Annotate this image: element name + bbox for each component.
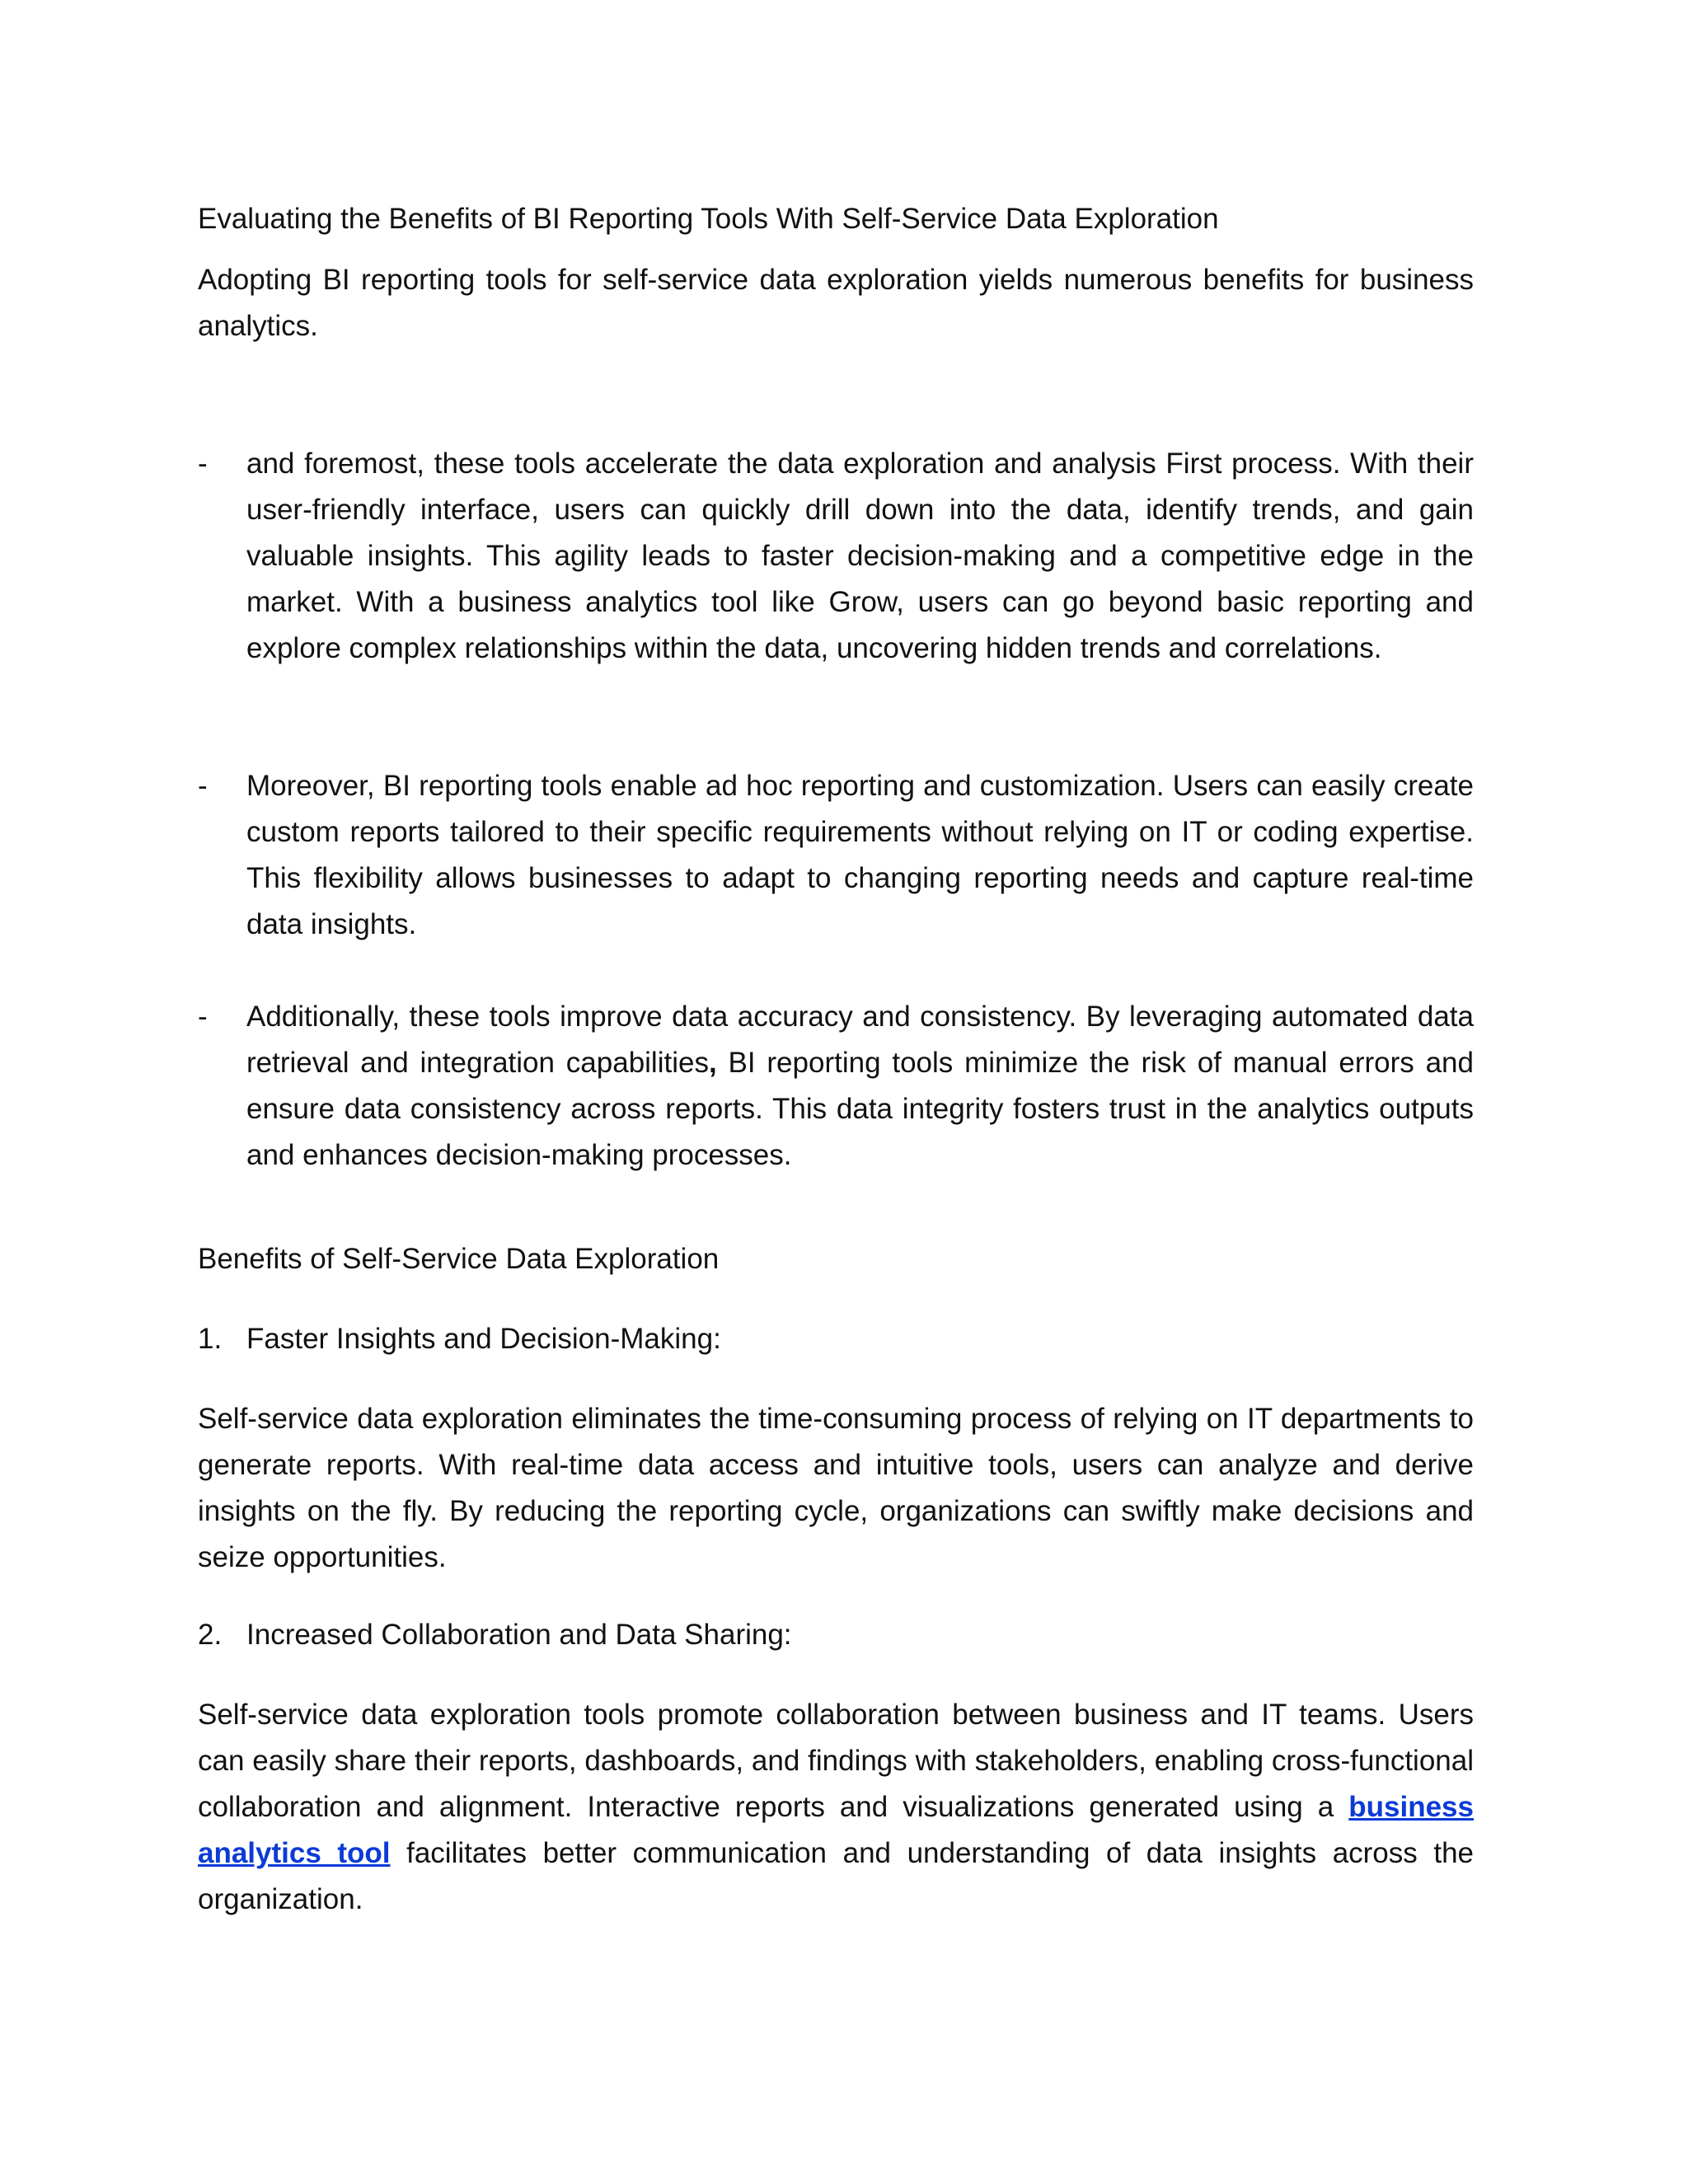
benefit-body-end: facilitates better communication and understanding of data insights across the organization.	[198, 1837, 1475, 1915]
bold-comma: ,	[708, 1047, 717, 1079]
bullet-text	[246, 994, 1474, 1179]
benefit-body	[198, 1692, 1474, 1923]
benefit-title: Faster Insights and Decision-Making:	[246, 1323, 721, 1355]
bullet-item	[198, 441, 1474, 672]
bullet-text: and foremost, these tools accelerate the data exploration and analysis First process. With their user-friendly interface, users can quickly drill down into the data, identify trends, and gain valuable insights. This agility leads to faster decision-making and a competitive edge in the market. With a business analytics tool like Grow, users can go beyond basic reporting and explore complex relationships within the data, uncovering hidden trends and correlations.	[246, 448, 1474, 664]
benefit-body-start: Self-service data exploration tools promote collaboration between business and IT teams. Users can easily share their reports, dashboards, and findings with stakeholders, enabling cross-functional collaboration and alignment. Interactive reports and visualizations generated using a	[198, 1699, 1474, 1823]
bullet-item	[198, 994, 1474, 1179]
bullet-marker: -	[198, 770, 208, 802]
numbered-heading	[198, 1316, 1474, 1362]
list-number: 2.	[198, 1619, 223, 1651]
intro-paragraph: Adopting BI reporting tools for self-service data exploration yields numerous benefits for business analytics.	[198, 264, 1474, 342]
numbered-heading	[198, 1612, 1474, 1658]
benefit-title: Increased Collaboration and Data Sharing:	[246, 1619, 792, 1651]
list-number: 1.	[198, 1323, 223, 1355]
bullet-text-start: Additionally, these tools improve data accuracy and consistency. By leveraging automated data retrieval and integration capabilities	[246, 1001, 1474, 1079]
section-heading: Benefits of Self-Service Data Exploration	[198, 1243, 720, 1275]
bullet-marker: -	[198, 448, 208, 480]
bullet-text: Moreover, BI reporting tools enable ad hoc reporting and customization. Users can easily create custom reports tailored to their specific requirements without relying on IT or coding expertise. This flexibility allows businesses to adapt to changing reporting needs and capture real-time data insights.	[246, 770, 1474, 940]
bullet-marker: -	[198, 1001, 208, 1033]
business-analytics-tool-link[interactable]: business analytics tool	[198, 1791, 1474, 1869]
benefit-body: Self-service data exploration eliminates the time-consuming process of relying on IT departments to generate reports. With real-time data access and intuitive tools, users can analyze and derive insights on the fly. By reducing the reporting cycle, organizations can swiftly make decisions and seize opportunities.	[198, 1403, 1474, 1573]
bullet-item	[198, 763, 1474, 948]
document-title: Evaluating the Benefits of BI Reporting Tools With Self-Service Data Exploration	[198, 203, 1219, 235]
bullet-text-end: BI reporting tools minimize the risk of manual errors and ensure data consistency across reports. This data integrity fosters trust in the analytics outputs and enhances decision-making processes.	[246, 1047, 1474, 1171]
